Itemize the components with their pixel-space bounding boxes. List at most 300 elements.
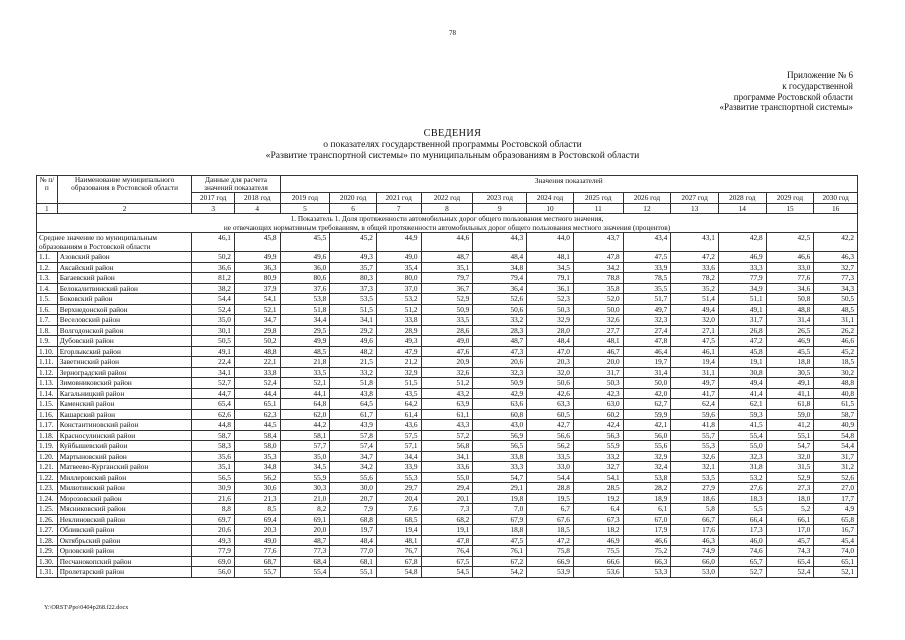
appendix-line: к государственной [782,80,853,91]
value-cell: 50,6 [527,378,574,389]
value-cell: 58,1 [280,430,330,441]
value-cell: 41,2 [766,420,814,431]
value-cell: 41,7 [671,388,719,399]
value-cell: 74,9 [671,546,719,557]
value-cell: 49,1 [766,378,814,389]
row-number: 1.22. [37,472,58,483]
value-cell: 33,6 [671,262,719,273]
value-cell: 31,1 [814,315,858,326]
value-cell: 53,2 [718,472,766,483]
row-number: 1.10. [37,346,58,357]
value-cell: 54,8 [814,430,858,441]
value-cell: 31,4 [623,367,671,378]
value-cell: 55,1 [766,430,814,441]
value-cell: 46,9 [718,252,766,263]
value-cell: 49,4 [671,304,719,315]
row-number: 1.13. [37,378,58,389]
value-cell: 33,9 [376,462,421,473]
header-year: 2025 год [573,193,623,204]
value-cell: 6,1 [623,504,671,515]
value-cell: 19,4 [671,357,719,368]
value-cell: 32,9 [527,315,574,326]
value-cell: 43,9 [330,420,377,431]
value-cell: 63,6 [473,399,527,410]
value-cell: 77,9 [718,273,766,284]
row-number: 1.15. [37,399,58,410]
value-cell: 43,5 [376,388,421,399]
header-column-numbers-row [37,203,858,214]
value-cell: 46,6 [623,535,671,546]
value-cell: 42,1 [623,420,671,431]
value-cell: 49,6 [280,252,330,263]
municipality-name: Верхнедонской район [57,304,192,315]
table-row [37,346,858,357]
value-cell: 77,6 [234,546,280,557]
value-cell: 75,8 [527,546,574,557]
value-cell: 45,4 [814,535,858,546]
value-cell: 35,1 [192,462,234,473]
value-cell: 64,5 [330,399,377,410]
municipality-name: Обливский район [57,525,192,536]
value-cell: 7,9 [330,504,377,515]
value-cell: 49,0 [421,336,473,347]
value-cell: 44,5 [234,420,280,431]
value-cell: 34,2 [330,462,377,473]
value-cell: 66,9 [527,556,574,567]
value-cell: 52,9 [766,472,814,483]
value-cell: 33,5 [280,367,330,378]
value-cell: 19,5 [527,493,574,504]
value-cell: 42,6 [527,388,574,399]
value-cell: 60,8 [473,409,527,420]
header-year: 2017 год [192,193,234,204]
row-number: 1.17. [37,420,58,431]
value-cell: 55,7 [234,567,280,578]
row-number: 1.21. [37,462,58,473]
value-cell: 43,2 [421,388,473,399]
document-title [0,128,905,161]
row-number: 1.20. [37,451,58,462]
value-cell: 33,5 [527,451,574,462]
value-cell: 21,3 [234,493,280,504]
value-cell: 56,0 [623,430,671,441]
value-cell: 46,0 [718,535,766,546]
header-year: 2021 год [376,193,421,204]
value-cell: 4,9 [814,504,858,515]
value-cell: 79,7 [421,273,473,284]
value-cell: 20,6 [192,525,234,536]
value-cell: 48,5 [280,346,330,357]
value-cell: 65,1 [814,556,858,567]
value-cell: 33,0 [527,462,574,473]
header-year: 2027 год [671,193,719,204]
value-cell: 75,2 [623,546,671,557]
value-cell: 51,4 [671,294,719,305]
value-cell: 53,5 [330,294,377,305]
value-cell: 55,9 [573,441,623,452]
value-cell: 20,1 [421,493,473,504]
value-cell: 44,1 [280,388,330,399]
value-cell: 42,2 [814,233,858,252]
value-cell: 34,7 [234,315,280,326]
value-cell: 47,0 [527,346,574,357]
value-cell: 52,6 [473,294,527,305]
value-cell: 18,5 [814,357,858,368]
value-cell: 49,1 [718,304,766,315]
value-cell: 55,6 [623,441,671,452]
average-row [37,233,858,252]
section-line-1: 1. Показатель 1. Доля протяженности автомобильных дорог общего пользования местного значения, [290,214,604,223]
value-cell: 5,5 [718,504,766,515]
header-year: 2023 год [473,193,527,204]
value-cell: 34,1 [192,367,234,378]
value-cell: 35,1 [421,262,473,273]
value-cell: 67,9 [473,514,527,525]
value-cell: 52,7 [192,378,234,389]
value-cell: 55,7 [671,430,719,441]
value-cell: 34,4 [376,451,421,462]
value-cell: 21,5 [330,357,377,368]
value-cell: 36,7 [421,283,473,294]
value-cell: 17,3 [718,525,766,536]
value-cell: 37,3 [330,283,377,294]
header-row-1 [37,176,858,193]
table-row [37,283,858,294]
value-cell: 40,8 [814,388,858,399]
value-cell: 44,6 [421,233,473,252]
value-cell: 54,5 [421,567,473,578]
file-path-footer: Y:\ORST\Ppo\0404p268.f22.docx [44,604,129,611]
value-cell: 66,1 [766,514,814,525]
column-number: 14 [718,203,766,214]
value-cell: 33,3 [718,262,766,273]
value-cell: 30,6 [234,483,280,494]
header-number: № п/п [37,176,58,204]
value-cell: 48,8 [766,304,814,315]
value-cell: 8,5 [234,504,280,515]
value-cell: 67,2 [473,556,527,567]
table-row [37,399,858,410]
municipality-name: Зерноградский район [57,367,192,378]
table-row [37,451,858,462]
value-cell: 54,1 [573,472,623,483]
value-cell: 31,7 [814,451,858,462]
value-cell: 37,6 [280,283,330,294]
value-cell: 29,2 [330,325,377,336]
value-cell: 42,3 [573,388,623,399]
value-cell: 51,5 [376,378,421,389]
value-cell: 48,5 [814,304,858,315]
row-number: 1.7. [37,315,58,326]
value-cell: 53,8 [280,294,330,305]
value-cell: 80,3 [330,273,377,284]
table-row [37,367,858,378]
value-cell: 44,0 [527,233,574,252]
value-cell: 78,8 [573,273,623,284]
municipality-name: Кагальницкий район [57,388,192,399]
value-cell: 54,4 [527,472,574,483]
value-cell: 32,3 [473,367,527,378]
value-cell: 19,7 [330,525,377,536]
table-row [37,472,858,483]
row-number: 1.1. [37,252,58,263]
value-cell: 32,6 [671,451,719,462]
value-cell: 34,8 [234,462,280,473]
value-cell: 80,6 [280,273,330,284]
value-cell: 33,2 [573,451,623,462]
value-cell: 49,3 [330,252,377,263]
value-cell: 45,5 [280,233,330,252]
value-cell: 42,4 [573,420,623,431]
value-cell: 21,6 [192,493,234,504]
table-row [37,535,858,546]
value-cell: 61,7 [330,409,377,420]
value-cell: 42,9 [473,388,527,399]
value-cell: 26,2 [814,325,858,336]
value-cell: 22,4 [192,357,234,368]
value-cell: 77,3 [280,546,330,557]
table-row [37,273,858,284]
value-cell: 44,3 [473,233,527,252]
value-cell: 41,8 [671,420,719,431]
value-cell: 61,5 [814,399,858,410]
row-number: 1.27. [37,525,58,536]
value-cell: 33,3 [473,462,527,473]
value-cell: 50,9 [421,304,473,315]
value-cell: 32,0 [766,451,814,462]
value-cell: 58,4 [234,430,280,441]
value-cell: 47,8 [623,336,671,347]
value-cell: 50,0 [573,304,623,315]
value-cell: 69,0 [192,556,234,567]
value-cell: 28,8 [527,483,574,494]
value-cell: 53,6 [573,567,623,578]
municipality-name: Азовский район [57,252,192,263]
column-number: 11 [573,203,623,214]
table-row [37,409,858,420]
municipality-name: Песчанокопский район [57,556,192,567]
row-number: 1.8. [37,325,58,336]
value-cell: 27,3 [766,483,814,494]
value-cell: 51,2 [376,304,421,315]
value-cell: 52,1 [280,378,330,389]
value-cell: 59,3 [718,409,766,420]
table-row [37,357,858,368]
value-cell: 52,4 [192,304,234,315]
value-cell: 34,2 [573,262,623,273]
table-row [37,325,858,336]
value-cell: 7,0 [473,504,527,515]
column-number: 15 [766,203,814,214]
column-number: 4 [234,203,280,214]
column-number: 16 [814,203,858,214]
value-cell: 51,8 [330,378,377,389]
municipality-name: Красносулинский район [57,430,192,441]
value-cell: 26,5 [766,325,814,336]
value-cell: 34,5 [280,462,330,473]
row-number: 1.19. [37,441,58,452]
value-cell: 33,2 [473,315,527,326]
indicators-table [36,175,858,578]
value-cell: 17,7 [814,493,858,504]
appendix-line: «Развитие транспортной системы» [719,102,853,113]
municipality-name: Кашарский район [57,409,192,420]
value-cell: 45,8 [234,233,280,252]
value-cell: 33,9 [623,262,671,273]
value-cell: 57,1 [376,441,421,452]
value-cell: 68,7 [234,556,280,567]
municipality-name: Милютинский район [57,483,192,494]
value-cell: 20,9 [421,357,473,368]
value-cell: 27,6 [718,483,766,494]
value-cell: 63,0 [573,399,623,410]
value-cell: 35,3 [234,451,280,462]
header-year: 2028 год [718,193,766,204]
value-cell: 47,5 [623,252,671,263]
value-cell: 56,8 [421,441,473,452]
value-cell: 43,0 [473,420,527,431]
value-cell: 30,0 [330,483,377,494]
municipality-name: Волгодонской район [57,325,192,336]
table-row [37,430,858,441]
title-line-2: «Развитие транспортной системы» по муниципальным образованиям в Ростовской области [265,150,640,161]
value-cell: 49,0 [234,535,280,546]
column-number: 12 [623,203,671,214]
value-cell: 43,1 [671,233,719,252]
value-cell: 37,0 [376,283,421,294]
value-cell: 46,9 [766,336,814,347]
value-cell: 18,8 [473,525,527,536]
value-cell: 81,2 [192,273,234,284]
section-row [37,214,858,233]
municipality-name: Мартыновский район [57,451,192,462]
table-row [37,315,858,326]
value-cell: 20,0 [573,357,623,368]
value-cell: 55,9 [280,472,330,483]
value-cell: 58,7 [814,409,858,420]
row-number: 1.2. [37,262,58,273]
value-cell: 5,8 [671,504,719,515]
value-cell: 29,1 [473,483,527,494]
value-cell: 49,3 [376,336,421,347]
row-number: 1.11. [37,357,58,368]
value-cell: 35,0 [280,451,330,462]
value-cell: 54,4 [192,294,234,305]
value-cell: 27,4 [623,325,671,336]
value-cell: 20,7 [330,493,377,504]
value-cell: 65,4 [192,399,234,410]
value-cell: 18,5 [527,525,574,536]
municipality-name: Багаевский район [57,273,192,284]
value-cell: 69,4 [234,514,280,525]
value-cell: 6,7 [527,504,574,515]
value-cell: 47,5 [473,535,527,546]
value-cell: 32,1 [671,462,719,473]
value-cell: 50,8 [766,294,814,305]
value-cell: 43,7 [573,233,623,252]
value-cell: 52,4 [766,567,814,578]
value-cell: 27,7 [573,325,623,336]
value-cell: 46,1 [671,346,719,357]
value-cell: 16,7 [814,525,858,536]
value-cell: 32,0 [527,367,574,378]
value-cell: 77,9 [192,546,234,557]
value-cell: 49,3 [192,535,234,546]
value-cell: 48,7 [421,252,473,263]
value-cell: 67,6 [527,514,574,525]
value-cell: 43,6 [376,420,421,431]
value-cell: 7,3 [421,504,473,515]
value-cell: 32,7 [814,262,858,273]
value-cell: 76,7 [376,546,421,557]
value-cell: 46,9 [573,535,623,546]
value-cell: 57,5 [376,430,421,441]
value-cell: 63,9 [421,399,473,410]
header-year: 2026 год [623,193,671,204]
value-cell: 41,4 [718,388,766,399]
value-cell: 53,9 [527,567,574,578]
table-row [37,252,858,263]
value-cell: 46,3 [671,535,719,546]
table-row [37,483,858,494]
value-cell: 62,3 [234,409,280,420]
value-cell: 48,8 [234,346,280,357]
value-cell: 20,6 [473,357,527,368]
value-cell: 6,4 [573,504,623,515]
appendix-block [653,70,853,113]
value-cell: 56,2 [234,472,280,483]
value-cell: 36,6 [192,262,234,273]
table-row [37,441,858,452]
value-cell: 43,4 [623,233,671,252]
value-cell: 31,7 [573,367,623,378]
value-cell: 56,0 [192,567,234,578]
value-cell: 32,3 [623,315,671,326]
value-cell: 54,7 [473,472,527,483]
value-cell: 34,6 [766,283,814,294]
value-cell: 55,3 [671,441,719,452]
value-cell: 48,1 [376,535,421,546]
value-cell: 69,1 [280,514,330,525]
value-cell: 48,1 [527,252,574,263]
average-label: Среднее значение по муниципальным образованиям в Ростовской области [37,233,192,252]
value-cell: 31,4 [766,315,814,326]
value-cell: 44,8 [192,420,234,431]
value-cell: 54,4 [814,441,858,452]
value-cell: 28,3 [473,325,527,336]
value-cell: 47,8 [421,535,473,546]
column-number: 3 [192,203,234,214]
value-cell: 67,5 [421,556,473,567]
row-number: 1.23. [37,483,58,494]
appendix-line: программе Ростовской области [733,91,853,102]
column-number: 13 [671,203,719,214]
value-cell: 36,0 [280,262,330,273]
value-cell: 51,5 [330,304,377,315]
table-row [37,420,858,431]
value-cell: 30,1 [192,325,234,336]
value-cell: 48,4 [330,535,377,546]
value-cell: 30,5 [766,367,814,378]
page-number: 78 [449,29,456,37]
value-cell: 62,0 [280,409,330,420]
value-cell: 62,1 [718,399,766,410]
municipality-name: Веселовский район [57,315,192,326]
appendix-line: Приложение № 6 [787,70,853,80]
value-cell: 50,5 [814,294,858,305]
value-cell: 67,0 [623,514,671,525]
value-cell: 52,4 [234,378,280,389]
